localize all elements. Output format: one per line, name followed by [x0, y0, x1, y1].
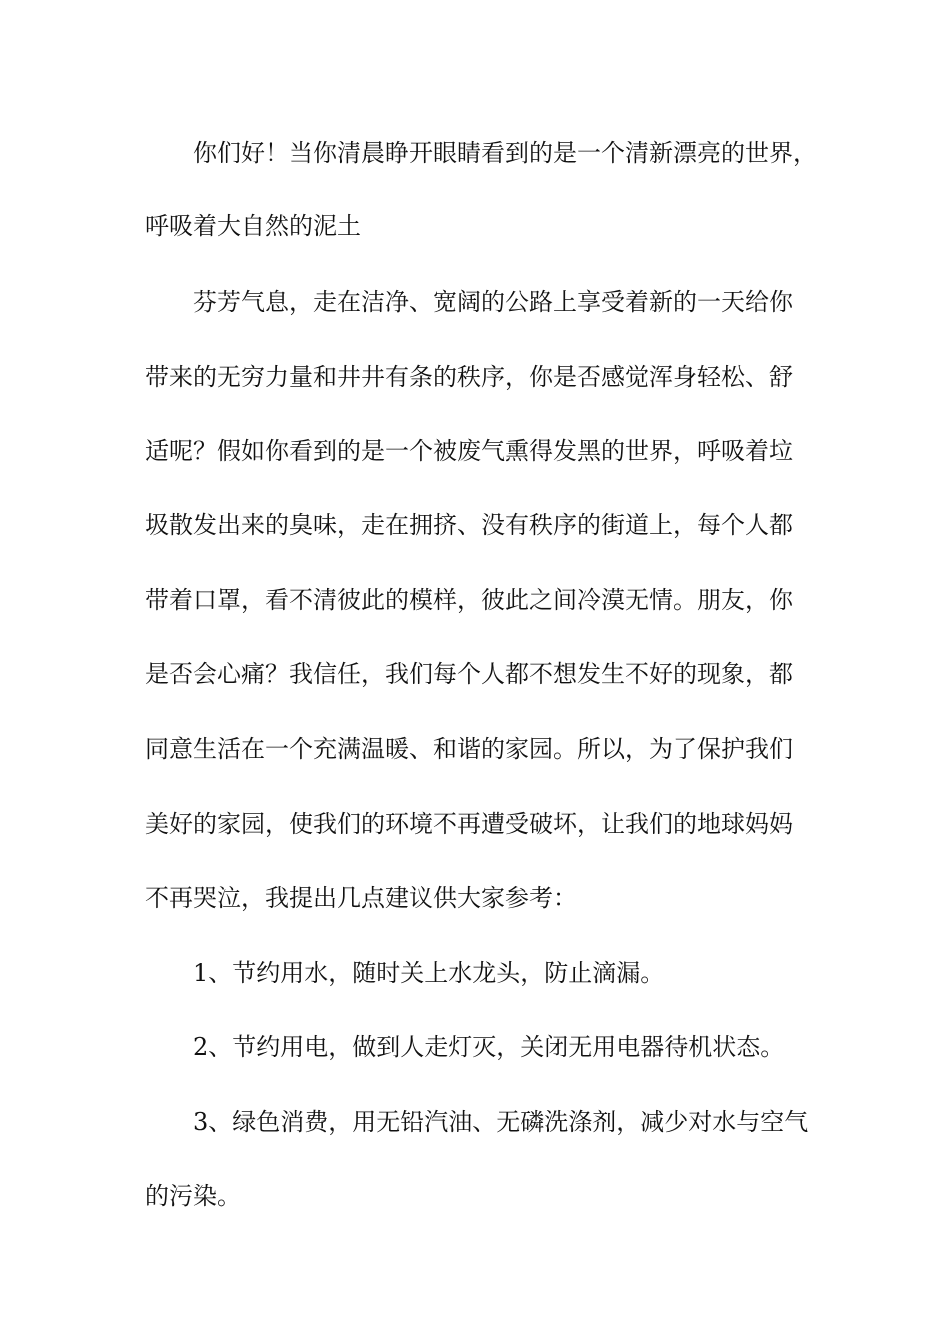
text-line: 同意生活在一个充满温暖、和谐的家园。所以，为了保护我们	[145, 735, 793, 763]
list-item-2: 2、节约用电，做到人走灯灭，关闭无用电器待机状态。	[193, 1033, 785, 1061]
text-line: 带来的无穷力量和井井有条的秩序，你是否感觉浑身轻松、舒	[145, 363, 793, 391]
text-line: 圾散发出来的臭味，走在拥挤、没有秩序的街道上，每个人都	[145, 511, 793, 539]
text-line: 呼吸着大自然的泥土	[145, 212, 361, 240]
text-line: 的污染。	[145, 1182, 241, 1210]
text-line: 芬芳气息，走在洁净、宽阔的公路上享受着新的一天给你	[193, 288, 793, 316]
list-item-3: 3、绿色消费，用无铅汽油、无磷洗涤剂，减少对水与空气	[193, 1108, 809, 1136]
text-line: 你们好！当你清晨睁开眼睛看到的是一个清新漂亮的世界，	[193, 139, 817, 167]
text-line: 不再哭泣，我提出几点建议供大家参考：	[145, 884, 577, 912]
list-item-1: 1、节约用水，随时关上水龙头，防止滴漏。	[193, 959, 665, 987]
text-line: 带着口罩，看不清彼此的模样，彼此之间冷漠无情。朋友，你	[145, 586, 793, 614]
text-line: 是否会心痛？我信任，我们每个人都不想发生不好的现象，都	[145, 660, 793, 688]
text-line: 适呢？假如你看到的是一个被废气熏得发黑的世界，呼吸着垃	[145, 437, 793, 465]
text-line: 美好的家园，使我们的环境不再遭受破坏，让我们的地球妈妈	[145, 810, 793, 838]
